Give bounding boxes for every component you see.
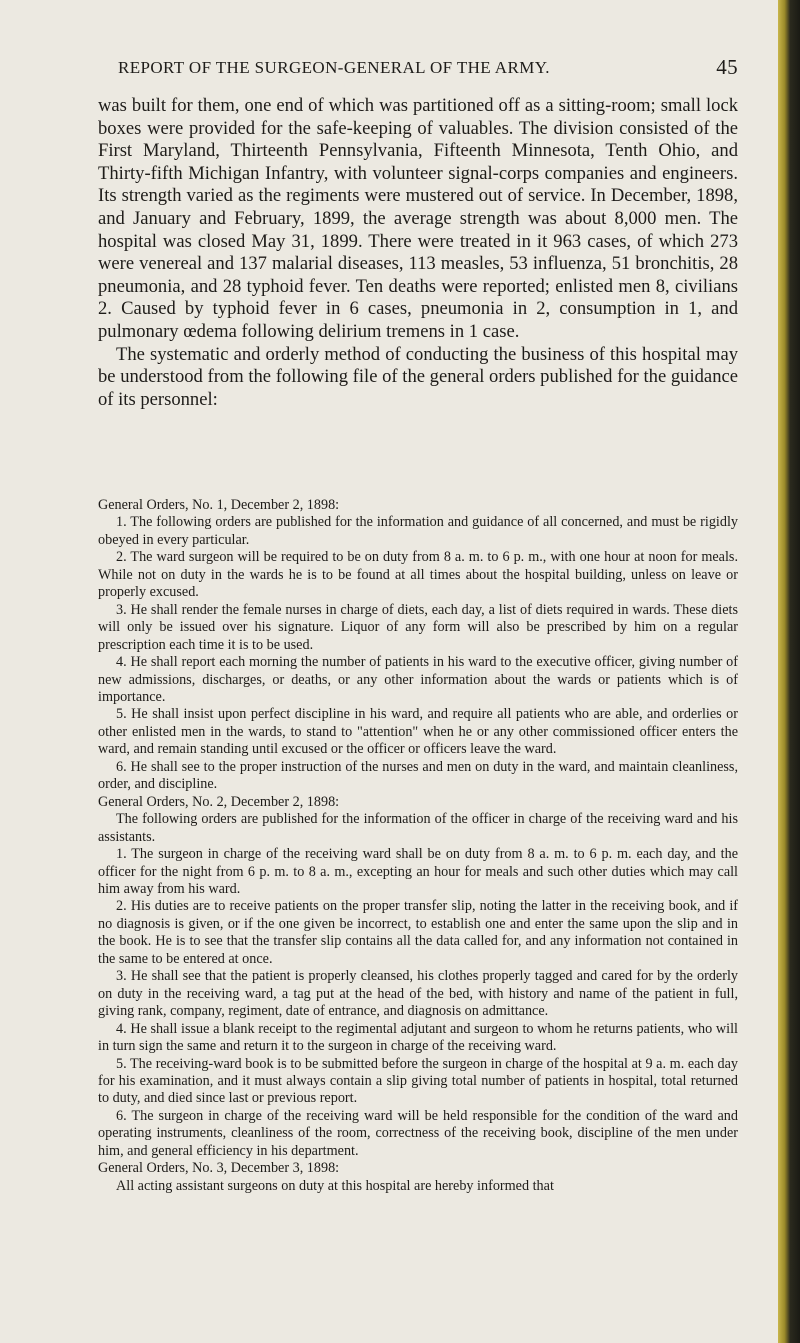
order-heading: General Orders, No. 1, December 2, 1898: — [98, 497, 340, 513]
order-item: The following orders are published for the information of the officer in charge of the receiving ward and his assistants. — [98, 811, 738, 845]
order-item: 2. The ward surgeon will be required to be on duty from 8 a. m. to 6 p. m., with one hour at noon for meals. While not on duty in the wards he is to be found at all times about the hospital building, unless on leave or properly excused. — [98, 549, 738, 601]
order-heading: General Orders, No. 2, December 2, 1898: — [98, 793, 340, 810]
order-item: 2. His duties are to receive patients on the proper transfer slip, noting the latter in the receiving book, and if no diagnosis is given, or if the one given be incorrect, to establish one and enter the same upon the slip and in the book. He is to see that the transfer slip contains all the data called for, and any information not contained in the same to be entered at once. — [98, 898, 738, 967]
paragraph-hospital-summary: was built for them, one end of which was partitioned off as a sitting-room; small lock boxes were provided for the safe-keeping of valuables. The division consisted of the First Maryland, Thirteenth Pennsylvania, Fifteenth Minnesota, Tenth Ohio, and Thirty-fifth Michigan Infantry, with volunteer signal-corps companies and engineers. Its strength varied as the regiments were mustered out of service. In December, 1898, and January and February, 1899, the average strength was about 8,000 men. The hospital was closed May 31, 1899. There were treated in it 963 cases, of which 273 were venereal and 137 malarial diseases, 113 measles, 53 influenza, 51 bronchitis, 28 pneumonia, and 28 typhoid fever. Ten deaths were reported; enlisted men 8, civilians 2. Caused by typhoid fever in 6 cases, pneumonia in 2, consumption in 1, and pulmonary œdema following delirium tremens in 1 case. — [98, 95, 738, 342]
order-item: 4. He shall report each morning the number of patients in his ward to the executive officer, giving number of new admissions, discharges, or deaths, or any other information about the wards or patients which is of importance. — [98, 654, 738, 705]
order-item: 5. He shall insist upon perfect discipline in his ward, and require all patients who are able, and orderlies or other enlisted men in the wards, to stand to "attention" when he or any other commissioned officer enters the ward, and remain standing until excused or the officer or officers leave the ward. — [98, 706, 738, 758]
page-number: 45 — [716, 55, 738, 79]
order-item: 3. He shall render the female nurses in charge of diets, each day, a list of diets required in wards. These diets will only be issued over his signature. Liquor of any form will also be prescribed by him on a regular prescription each time it is to be used. — [98, 601, 738, 653]
order-item: 6. He shall see to the proper instruction of the nurses and men on duty in the ward, and maintain cleanliness, order, and discipline. — [98, 758, 738, 793]
general-orders-list — [98, 497, 738, 1195]
order-item: 5. The receiving-ward book is to be submitted before the surgeon in charge of the hospital at 9 a. m. each day for his examination, and it must always contain a slip giving total number of patients in hospital, total returned to duty, and died since last or previous report. — [98, 1055, 738, 1107]
running-title: REPORT OF THE SURGEON-GENERAL OF THE ARMY. — [118, 58, 550, 77]
order-item: 1. The following orders are published for the information and guidance of all concerned, and must be rigidly obeyed in every particular. — [98, 514, 738, 548]
main-text — [98, 95, 738, 411]
order-item: 3. He shall see that the patient is properly cleansed, his clothes properly tagged and cared for by the orderly on duty in the receiving ward, a tag put at the head of the bed, with history and name of the patient in full, giving rank, company, regiment, date of entrance, and diagnosis on admittance. — [98, 968, 738, 1020]
paragraph-orders-intro: The systematic and orderly method of conducting the business of this hospital may be understood from the following file of the general orders published for the guidance of its personnel: — [98, 343, 738, 410]
order-item: All acting assistant surgeons on duty at this hospital are hereby informed that — [116, 1177, 554, 1194]
order-heading: General Orders, No. 3, December 3, 1898: — [98, 1160, 340, 1177]
order-item: 6. The surgeon in charge of the receiving ward will be held responsible for the condition of the ward and operating instruments, cleanliness of the room, correctness of the receiving book, discipline of the men under him, and general efficiency in his department. — [98, 1107, 738, 1159]
order-item: 4. He shall issue a blank receipt to the regimental adjutant and surgeon to whom he returns patients, who will in turn sign the same and return it to the surgeon in charge of the receiving ward. — [98, 1020, 738, 1055]
order-item: 1. The surgeon in charge of the receiving ward shall be on duty from 8 a. m. to 6 p. m. each day, and the officer for the night from 6 p. m. to 8 a. m., excepting an hour for meals and such other duties which may call him away from his ward. — [98, 846, 738, 897]
page-edge-binding — [778, 0, 800, 1343]
